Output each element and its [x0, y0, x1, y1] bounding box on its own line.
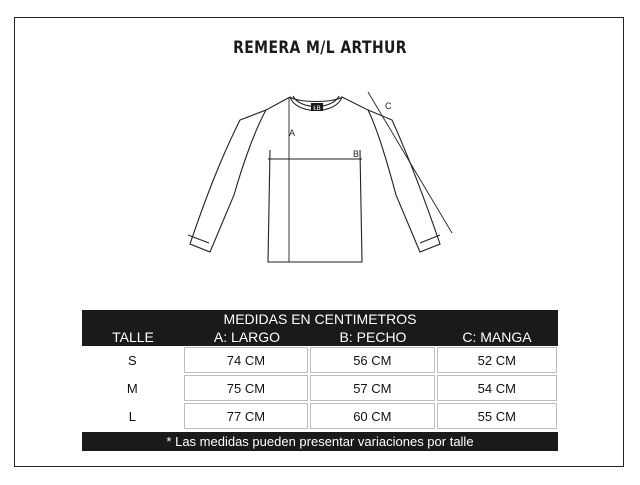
label-b: B	[353, 149, 360, 159]
col-header-pecho: B: PECHO	[339, 329, 407, 345]
table-row	[82, 346, 558, 374]
table-heading: MEDIDAS EN CENTIMETROS	[82, 310, 558, 329]
table-footnote: * Las medidas pueden presentar variaciones por talle	[82, 432, 558, 451]
pecho-cell: 56 CM	[310, 347, 434, 373]
table-row	[82, 402, 558, 430]
pecho-cell: 57 CM	[310, 375, 434, 401]
label-c: C	[385, 101, 392, 111]
manga-cell: 54 CM	[437, 375, 557, 401]
manga-cell: 55 CM	[437, 403, 557, 429]
page-title: REMERA M/L ARTHUR	[233, 38, 407, 58]
table-header-row	[82, 329, 558, 346]
label-a: A	[289, 128, 296, 138]
col-header-largo: A: LARGO	[213, 329, 281, 345]
size-table	[82, 310, 558, 451]
right-cuff	[420, 235, 440, 243]
largo-cell: 75 CM	[184, 375, 308, 401]
manga-cell: 52 CM	[437, 347, 557, 373]
size-cell: M	[126, 380, 138, 396]
size-cell: L	[128, 408, 136, 424]
shirt-outline	[190, 97, 440, 252]
col-header-talle: TALLE	[112, 329, 154, 345]
largo-cell: 77 CM	[184, 403, 308, 429]
sleeve-line-c	[368, 92, 452, 233]
largo-cell: 74 CM	[184, 347, 308, 373]
shirt-torso	[268, 150, 362, 262]
table-row	[82, 374, 558, 402]
pecho-cell: 60 CM	[310, 403, 434, 429]
size-cell: S	[128, 352, 137, 368]
brand-tag-label: ŁB	[313, 105, 321, 112]
col-header-manga: C: MANGA	[462, 329, 532, 345]
